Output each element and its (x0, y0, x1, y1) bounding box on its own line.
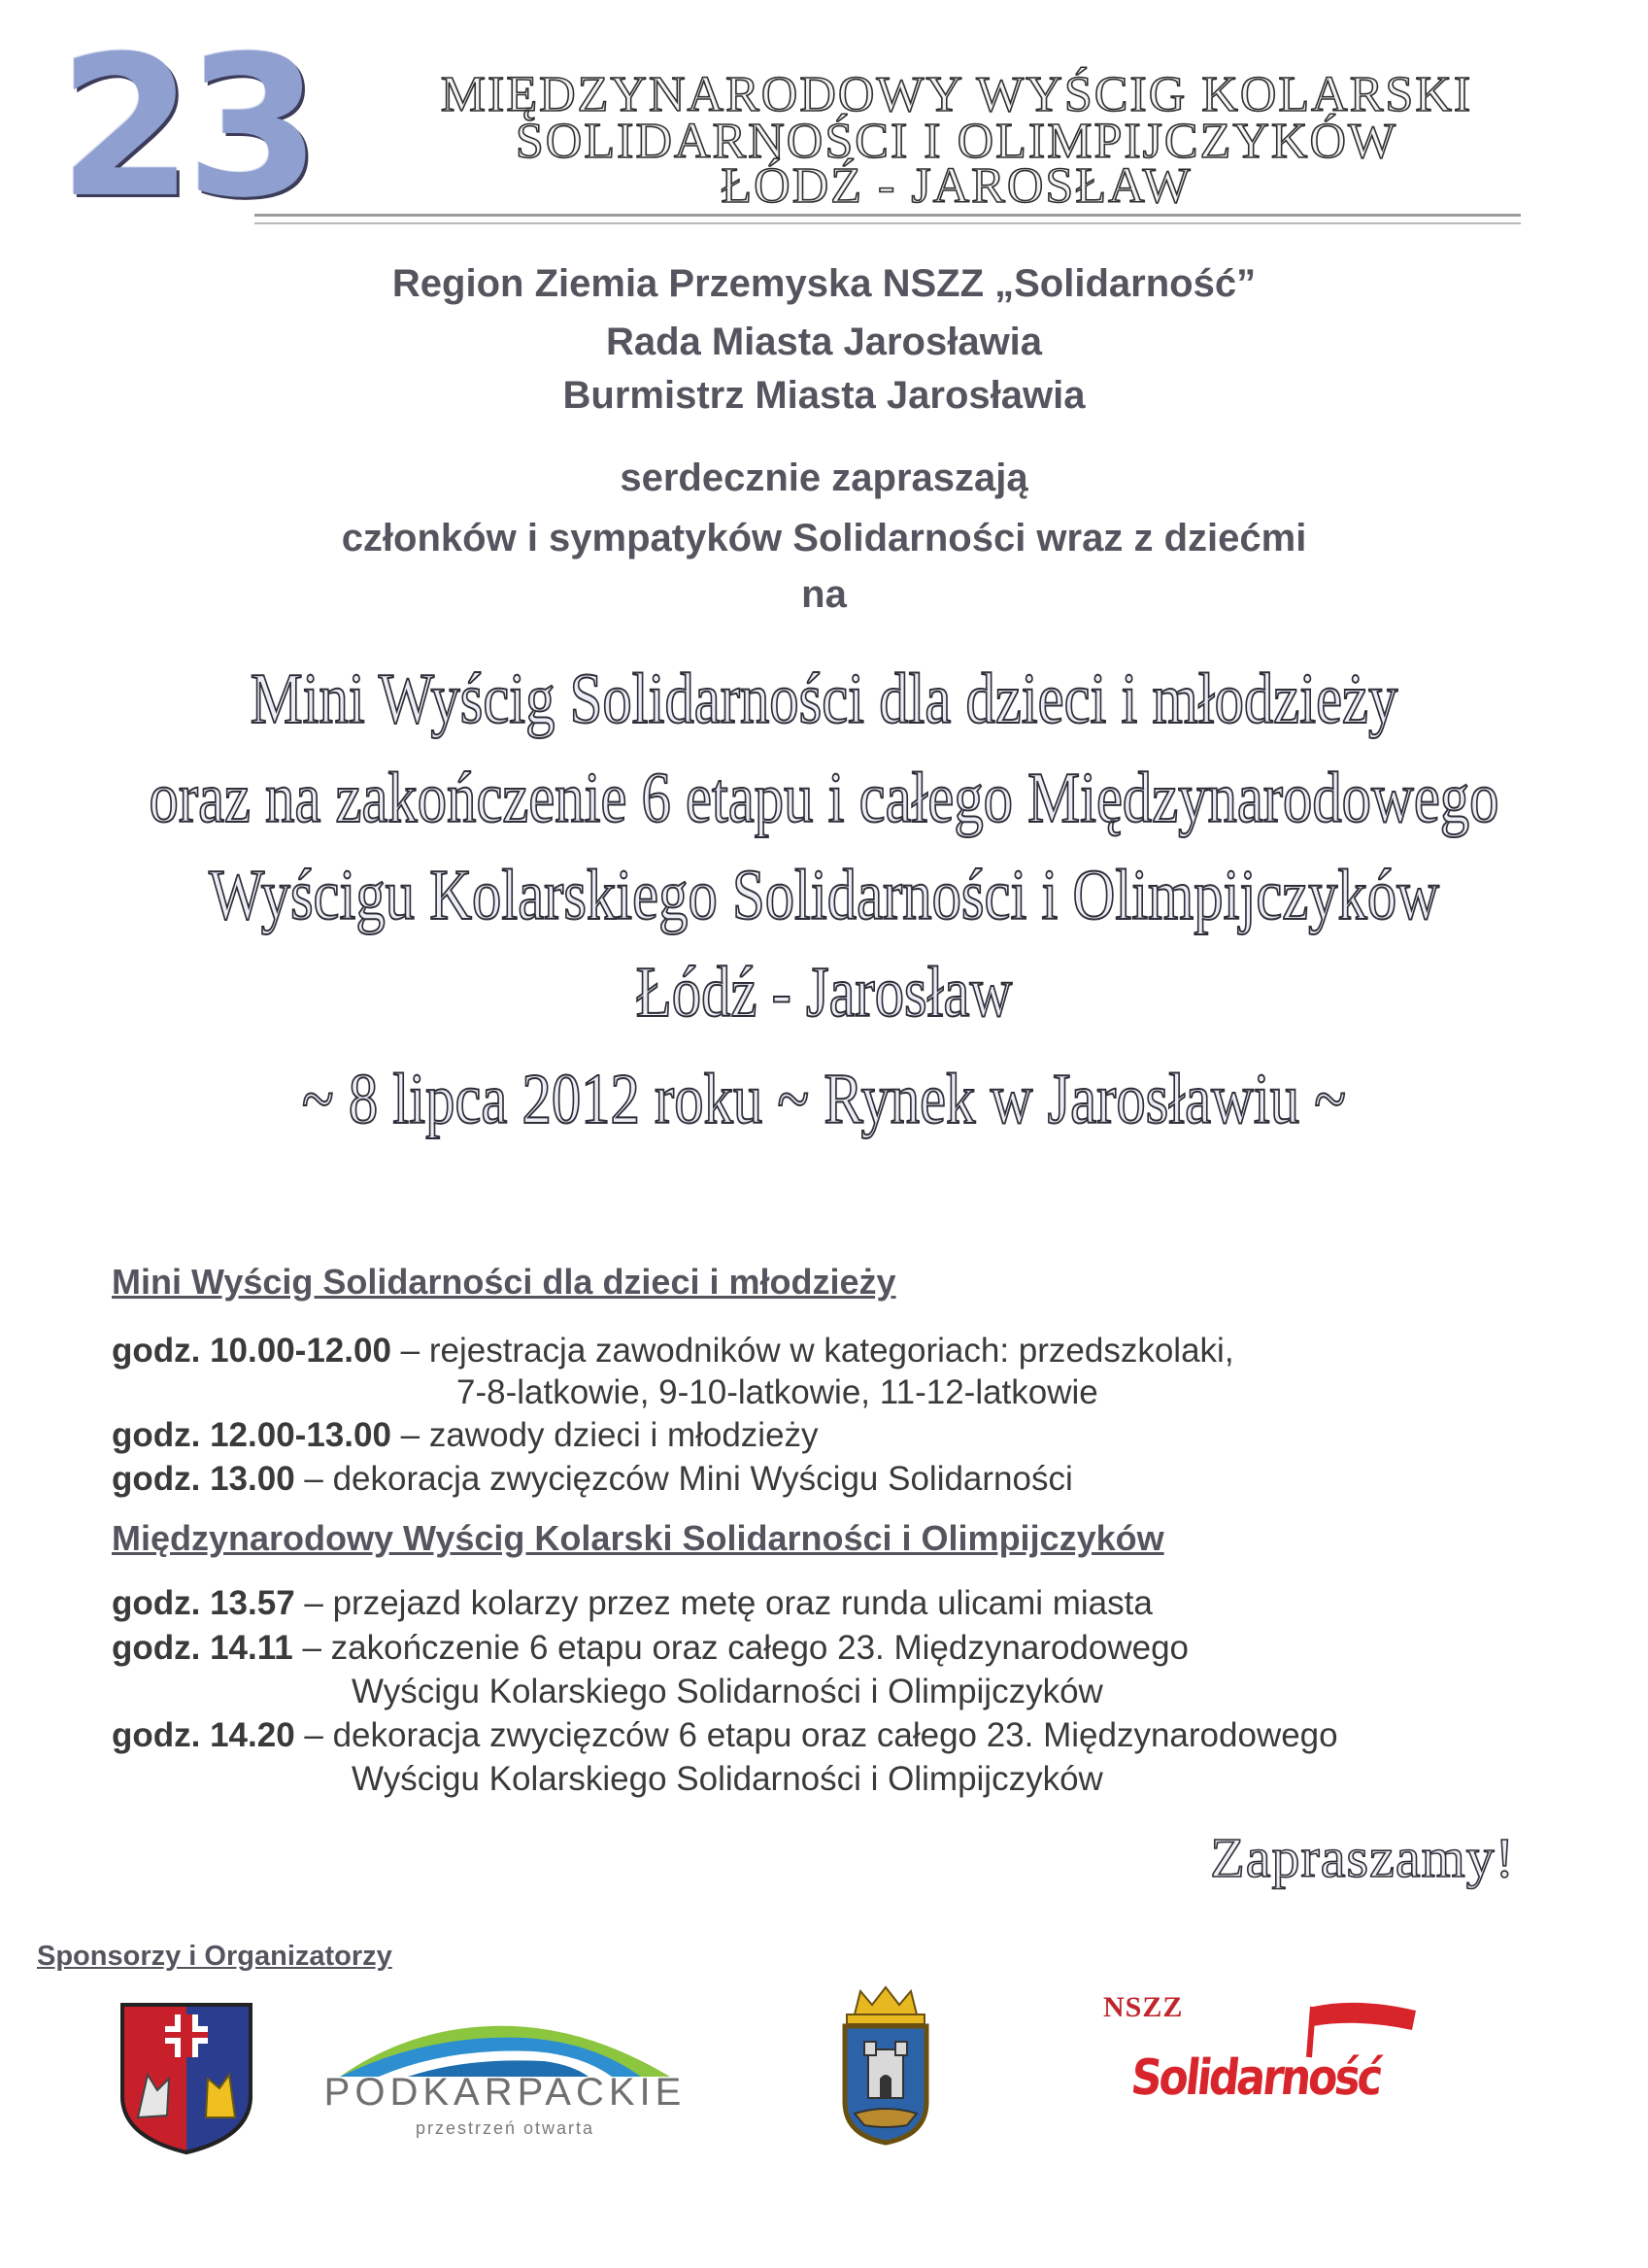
header-line-2: SOLIDARNOŚCI I OLIMPIJCZYKÓW (515, 114, 1398, 169)
schedule-text: – zakończenie 6 etapu oraz całego 23. Międzynarodowego (292, 1629, 1190, 1667)
organizer-mayor: Burmistrz Miasta Jarosławia (562, 374, 1086, 417)
solidarnosc-wordmark: Solidarność (1127, 2049, 1383, 2107)
podkarpackie-name: PODKARPACKIE (323, 2071, 687, 2114)
invitation-line-3: na (801, 573, 847, 616)
invitation-line-1: serdecznie zapraszają (620, 457, 1028, 499)
schedule-heading-race: Międzynarodowy Wyścig Kolarski Solidarności i Olimpijczyków (112, 1518, 1164, 1558)
schedule-text: – przejazd kolarzy przez metę oraz runda ulicami miasta (294, 1584, 1153, 1622)
schedule-time: godz. 14.11 (112, 1629, 293, 1667)
solidarnosc-prefix: NSZZ (1103, 1991, 1184, 2023)
schedule-time: godz. 13.57 (112, 1584, 295, 1622)
schedule-row (112, 1331, 1234, 1371)
schedule-time: godz. 10.00-12.00 (112, 1332, 391, 1370)
header-line-3: ŁÓDŹ - JAROSŁAW (721, 158, 1193, 214)
schedule-text: – dekoracja zwycięzców 6 etapu oraz całego 23. Międzynarodowego (294, 1716, 1338, 1754)
schedule-row-continuation: Wyścigu Kolarskiego Solidarności i Olimpijczyków (352, 1760, 1103, 1798)
invitation-line-2: członków i sympatyków Solidarności wraz z dziećmi (341, 517, 1307, 559)
organizer-region: Region Ziemia Przemyska NSZZ „Solidarność” (391, 262, 1257, 305)
schedule-row (112, 1628, 1189, 1669)
event-title-line-3: Wyścigu Kolarskiego Solidarności i Olimpijczyków (208, 856, 1440, 935)
solidarnosc-logo (1088, 1991, 1457, 2147)
jaroslaw-coat-of-arms-icon (837, 1981, 934, 2147)
schedule-heading-mini: Mini Wyścig Solidarności dla dzieci i młodzieży (112, 1262, 896, 1302)
event-title-line-4: Łódź - Jarosław (635, 953, 1013, 1032)
organizer-city-council: Rada Miasta Jarosławia (605, 321, 1043, 363)
event-title-line-1: Mini Wyścig Solidarności dla dzieci i młodzieży (250, 660, 1398, 739)
schedule-time: godz. 14.20 (112, 1716, 295, 1754)
schedule-row (112, 1583, 1153, 1624)
podkarpackie-logo (301, 2013, 709, 2139)
region-coat-of-arms-icon (118, 2001, 254, 2156)
event-date-place: ~ 8 lipca 2012 roku ~ Rynek w Jarosławiu ~ (301, 1060, 1347, 1139)
podkarpackie-tagline: przestrzeń otwarta (415, 2118, 595, 2138)
header-divider (254, 214, 1521, 224)
schedule-text: – dekoracja zwycięzców Mini Wyścigu Solidarności (294, 1460, 1073, 1498)
header-line-1: MIĘDZYNARODOWY WYŚCIG KOLARSKI (440, 67, 1473, 122)
schedule-time: godz. 13.00 (112, 1460, 295, 1498)
schedule-row (112, 1415, 819, 1456)
schedule-row (112, 1715, 1338, 1756)
schedule-row (112, 1459, 1073, 1500)
closing-invitation: Zapraszamy! (1210, 1826, 1515, 1889)
schedule-row-continuation: 7-8-latkowie, 9-10-latkowie, 11-12-latkowie (456, 1373, 1098, 1411)
schedule-text: – rejestracja zawodników w kategoriach: przedszkolaki, (390, 1332, 1234, 1370)
schedule-row-continuation: Wyścigu Kolarskiego Solidarności i Olimpijczyków (352, 1673, 1103, 1710)
sponsors-heading: Sponsorzy i Organizatorzy (37, 1941, 392, 1972)
schedule-text: – zawody dzieci i młodzieży (390, 1416, 819, 1454)
edition-number: 23 (58, 15, 314, 241)
event-title-line-2: oraz na zakończenie 6 etapu i całego Międzynarodowego (149, 759, 1499, 838)
schedule-time: godz. 12.00-13.00 (112, 1416, 391, 1454)
